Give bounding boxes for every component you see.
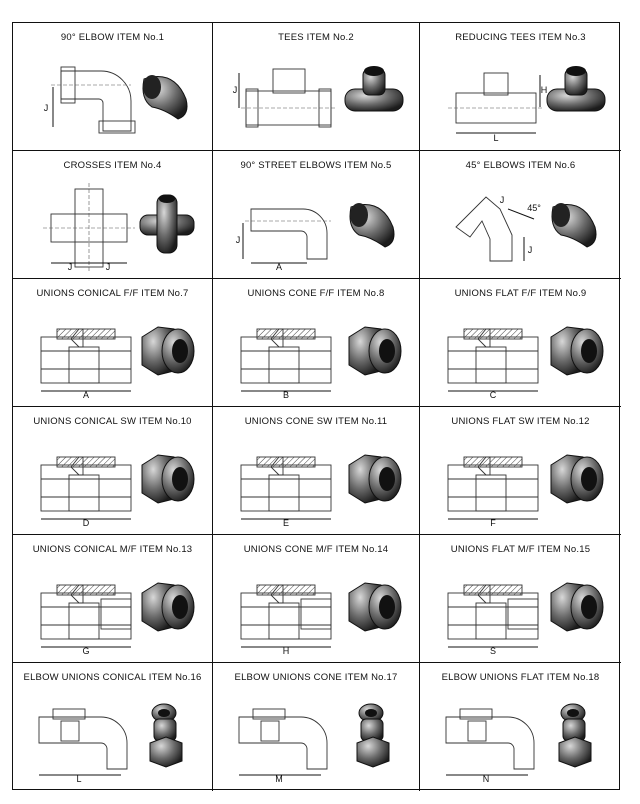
dimension-label: L <box>76 774 82 783</box>
technical-drawing <box>231 51 341 143</box>
catalog-item-cell <box>420 23 621 151</box>
fitting-photo <box>543 187 609 257</box>
technical-drawing <box>231 307 341 399</box>
catalog-item-cell <box>420 151 621 279</box>
catalog-item-cell <box>13 407 213 535</box>
dimension-label: F <box>490 518 496 527</box>
technical-drawing <box>231 435 341 527</box>
item-title: UNIONS CONICAL M/F ITEM No.13 <box>32 544 193 555</box>
catalog-item-cell <box>213 151 420 279</box>
dimension-label: G <box>82 646 90 655</box>
item-title: UNIONS CONE SW ITEM No.11 <box>244 416 388 427</box>
dimension-label: J <box>105 262 111 271</box>
fittings-catalog-grid <box>12 22 620 790</box>
catalog-item-cell <box>213 279 420 407</box>
item-title: UNIONS CONE F/F ITEM No.8 <box>247 288 385 299</box>
fitting-photo <box>341 315 407 385</box>
catalog-item-cell <box>13 279 213 407</box>
dimension-label: J <box>232 85 238 95</box>
catalog-item-cell <box>420 407 621 535</box>
item-title: TEES ITEM No.2 <box>278 32 354 43</box>
fitting-photo <box>543 571 609 641</box>
fitting-photo <box>341 571 407 641</box>
item-title: ELBOW UNIONS CONICAL ITEM No.16 <box>23 672 202 683</box>
technical-drawing <box>31 307 141 399</box>
fitting-photo <box>134 571 200 641</box>
technical-drawing <box>438 435 548 527</box>
dimension-label: 45° <box>527 203 541 213</box>
fitting-photo <box>341 59 407 129</box>
technical-drawing <box>231 179 341 271</box>
dimension-label: B <box>282 390 290 399</box>
technical-drawing <box>31 691 141 783</box>
dimension-label: L <box>493 133 499 143</box>
dimension-label: J <box>499 195 505 205</box>
dimension-label: S <box>489 646 497 655</box>
fitting-photo <box>341 187 407 257</box>
technical-drawing <box>438 51 548 143</box>
item-title: 45° ELBOWS ITEM No.6 <box>465 160 576 171</box>
dimension-label: M <box>275 774 283 783</box>
technical-drawing <box>31 51 141 143</box>
technical-drawing <box>438 307 548 399</box>
catalog-item-cell <box>13 663 213 791</box>
technical-drawing <box>31 563 141 655</box>
fitting-photo <box>543 443 609 513</box>
item-title: REDUCING TEES ITEM No.3 <box>455 32 586 43</box>
fitting-photo <box>134 187 200 257</box>
catalog-item-cell <box>213 535 420 663</box>
technical-drawing <box>231 563 341 655</box>
dimension-label: H <box>282 646 290 655</box>
dimension-label: J <box>43 103 49 113</box>
catalog-item-cell <box>420 279 621 407</box>
dimension-label: J <box>235 235 241 245</box>
fitting-photo <box>134 315 200 385</box>
item-title: ELBOW UNIONS CONE ITEM No.17 <box>234 672 398 683</box>
catalog-item-cell <box>213 407 420 535</box>
technical-drawing <box>31 435 141 527</box>
technical-drawing <box>438 563 548 655</box>
fitting-photo <box>543 315 609 385</box>
item-title: ELBOW UNIONS FLAT ITEM No.18 <box>441 672 600 683</box>
item-title: UNIONS CONICAL F/F ITEM No.7 <box>36 288 189 299</box>
item-title: UNIONS CONE M/F ITEM No.14 <box>243 544 389 555</box>
fitting-photo <box>134 699 200 769</box>
fitting-photo <box>134 59 200 129</box>
dimension-label: C <box>489 390 497 399</box>
dimension-label: D <box>82 518 90 527</box>
item-title: UNIONS CONICAL SW ITEM No.10 <box>33 416 192 427</box>
catalog-item-cell <box>13 23 213 151</box>
item-title: CROSSES ITEM No.4 <box>63 160 162 171</box>
item-title: 90° STREET ELBOWS ITEM No.5 <box>240 160 392 171</box>
dimension-label: H <box>540 85 548 95</box>
fitting-photo <box>341 699 407 769</box>
dimension-label: A <box>82 390 90 399</box>
technical-drawing <box>231 691 341 783</box>
catalog-item-cell <box>13 535 213 663</box>
catalog-item-cell <box>420 535 621 663</box>
dimension-label: J <box>527 245 533 255</box>
fitting-photo <box>341 443 407 513</box>
item-title: UNIONS FLAT SW ITEM No.12 <box>451 416 590 427</box>
catalog-item-cell <box>213 23 420 151</box>
technical-drawing <box>438 691 548 783</box>
dimension-label: E <box>282 518 290 527</box>
dimension-label: J <box>67 262 73 271</box>
item-title: 90° ELBOW ITEM No.1 <box>60 32 165 43</box>
item-title: UNIONS FLAT M/F ITEM No.15 <box>450 544 591 555</box>
dimension-label: N <box>482 774 490 783</box>
catalog-item-cell <box>13 151 213 279</box>
fitting-photo <box>543 699 609 769</box>
fitting-photo <box>540 59 609 129</box>
catalog-item-cell <box>420 663 621 791</box>
dimension-label: A <box>275 262 283 271</box>
fitting-photo <box>134 443 200 513</box>
item-title: UNIONS FLAT F/F ITEM No.9 <box>454 288 587 299</box>
technical-drawing <box>31 179 141 271</box>
catalog-item-cell <box>213 663 420 791</box>
technical-drawing <box>438 179 548 271</box>
